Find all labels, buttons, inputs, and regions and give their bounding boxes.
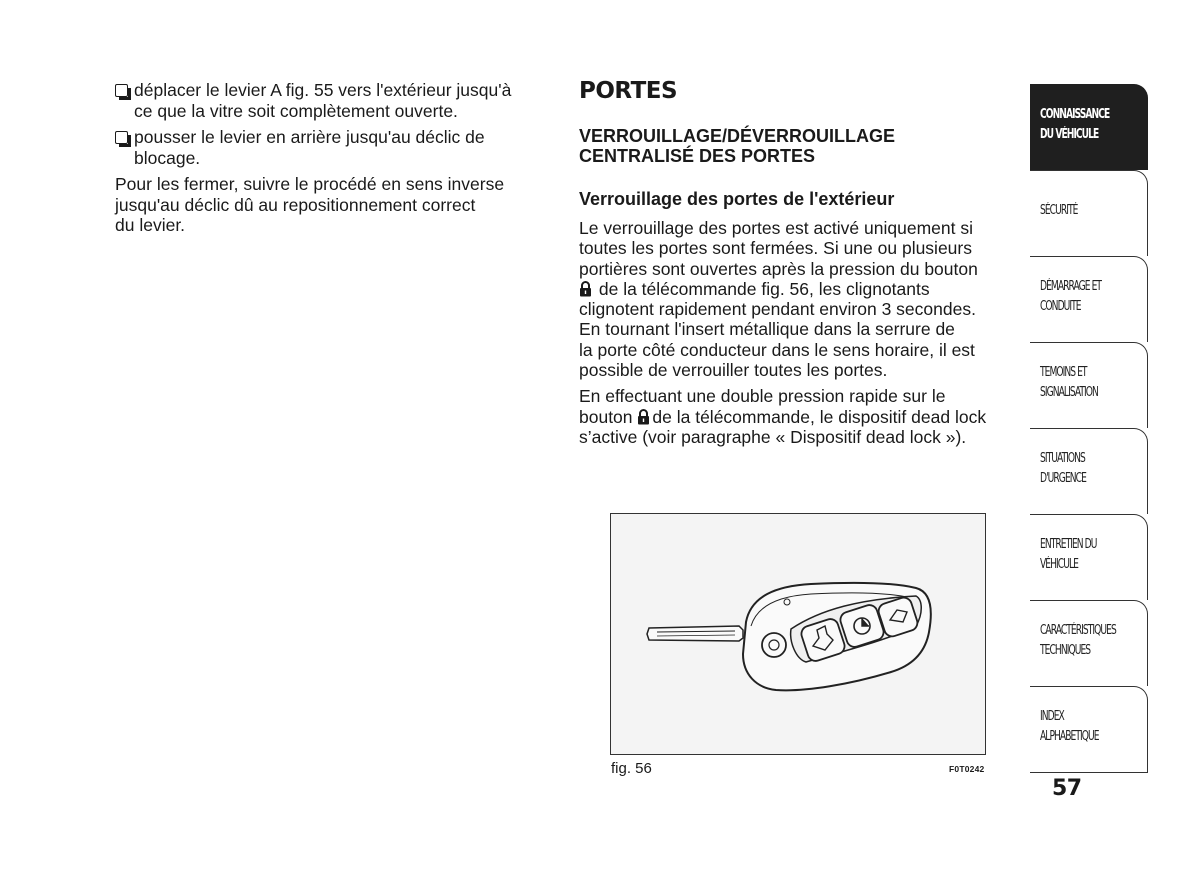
- tab-label: TECHNIQUES: [1040, 643, 1091, 658]
- para-line: portières sont ouvertes après la pression du bouton: [579, 258, 978, 279]
- para-line: de la télécommande, le dispositif dead lock: [652, 406, 987, 427]
- para-line-with-icon: [579, 407, 1019, 427]
- section-title: PORTES: [579, 78, 678, 104]
- para-line: du levier.: [115, 215, 186, 235]
- tab-temoins-et-signalisation[interactable]: [1030, 342, 1148, 428]
- tab-label: D'URGENCE: [1040, 471, 1086, 486]
- tabs-bottom-rule: [1030, 772, 1148, 773]
- tab-label: CARACTÉRISTIQUES: [1040, 623, 1116, 638]
- para-line: possible de verrouiller toutes les portes.: [579, 360, 888, 381]
- padlock-icon: [637, 408, 650, 425]
- tab-situations-d-urgence[interactable]: [1030, 428, 1148, 514]
- figure-code: F0T0242: [949, 764, 985, 774]
- bullet-item: [115, 80, 545, 121]
- tab-label: INDEX: [1040, 709, 1064, 724]
- para-line: En effectuant une double pression rapide sur le: [579, 386, 946, 407]
- para-line-with-icon: [579, 279, 1019, 299]
- para-line: Pour les fermer, suivre le procédé en sens inverse: [115, 174, 505, 194]
- subtitle-line: CENTRALISÉ DES PORTES: [579, 146, 816, 166]
- tab-label: SIGNALISATION: [1040, 385, 1098, 400]
- para-prefix: bouton: [579, 406, 633, 427]
- tab-demarrage-et-conduite[interactable]: [1030, 256, 1148, 342]
- bullet-line: ce que la vitre soit complètement ouverte.: [134, 100, 458, 121]
- body-text: [579, 218, 1019, 447]
- bullet-line: pousser le levier en arrière jusqu'au déclic de: [134, 127, 485, 147]
- bullet-line: blocage.: [134, 147, 201, 168]
- para-line: toutes les portes sont fermées. Si une ou plusieurs: [579, 238, 972, 259]
- figure-caption: fig. 56: [611, 760, 652, 777]
- para-line: de la télécommande fig. 56, les clignotants: [598, 278, 930, 299]
- tab-label: TEMOINS ET: [1040, 365, 1087, 380]
- checkbox-bullet-icon: [115, 131, 128, 144]
- tab-label: SITUATIONS: [1040, 451, 1085, 466]
- paragraph-1: [579, 218, 1019, 380]
- para-line: la porte côté conducteur dans le sens horaire, il est: [579, 339, 975, 360]
- subtitle-line: VERROUILLAGE/DÉVERROUILLAGE: [579, 126, 896, 146]
- key-fob-illustration: [611, 514, 984, 753]
- para-line: s’active (voir paragraphe « Dispositif dead lock »).: [579, 426, 967, 447]
- right-column: [579, 78, 1019, 447]
- tab-label: CONNAISSANCE: [1040, 107, 1110, 122]
- tab-entretien-du-vehicule[interactable]: [1030, 514, 1148, 600]
- para-line: jusqu'au déclic dû au repositionnement correct: [115, 194, 476, 215]
- para-line: Le verrouillage des portes est activé uniquement si: [579, 218, 973, 238]
- padlock-icon: [579, 280, 592, 297]
- tab-securite[interactable]: [1030, 170, 1148, 256]
- tab-label: DU VÉHICULE: [1040, 127, 1099, 142]
- left-column: [115, 80, 545, 236]
- tab-index-alphabetique[interactable]: [1030, 686, 1148, 772]
- tab-label: ALPHABETIQUE: [1040, 729, 1099, 744]
- tab-label: CONDUITE: [1040, 299, 1081, 314]
- bullet-line: déplacer le levier A fig. 55 vers l'extérieur jusqu'à: [134, 80, 512, 100]
- para-line: clignotent rapidement pendant environ 3 secondes.: [579, 299, 976, 320]
- subsection-title: [579, 126, 979, 166]
- para-line: En tournant l'insert métallique dans la serrure de: [579, 319, 955, 340]
- tab-label: ENTRETIEN DU: [1040, 537, 1097, 552]
- checkbox-bullet-icon: [115, 84, 128, 97]
- figure-remote-key: [610, 513, 986, 755]
- tab-label: VÉHICULE: [1040, 557, 1078, 572]
- topic-heading: Verrouillage des portes de l'extérieur: [579, 189, 895, 209]
- page-number: 57: [1052, 776, 1082, 801]
- tab-connaissance-du-vehicule[interactable]: [1030, 84, 1148, 170]
- tab-caracteristiques-techniques[interactable]: [1030, 600, 1148, 686]
- tab-label: DÉMARRAGE ET: [1040, 279, 1102, 294]
- closing-paragraph: [115, 174, 545, 236]
- paragraph-2: [579, 386, 1019, 447]
- bullet-item: [115, 127, 545, 168]
- tab-label: SÉCURITÉ: [1040, 203, 1078, 218]
- chapter-tabs: [1030, 84, 1148, 773]
